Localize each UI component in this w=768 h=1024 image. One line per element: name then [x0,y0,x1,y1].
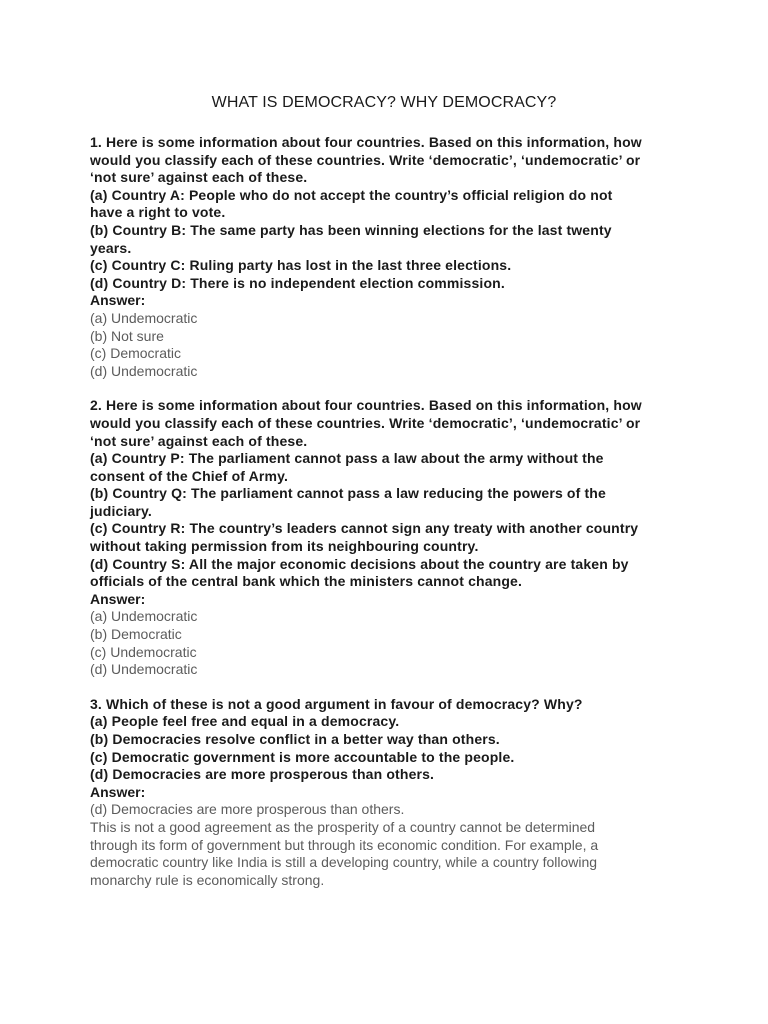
question-line: 2. Here is some information about four countries. Based on this information, how [90,397,642,414]
option-line: (b) Country B: The same party has been winning elections for the last twenty [90,221,612,238]
question-line: would you classify each of these countries. Write ‘democratic’, ‘undemocratic’ or [90,414,641,431]
answer-line: (c) Undemocratic [90,643,197,660]
option-line: have a right to vote. [90,204,226,221]
question-1 [90,134,690,380]
option-line: (d) Country S: All the major economic decisions about the country are taken by [90,555,629,572]
answer-line: (b) Democratic [90,626,182,643]
option-line: officials of the central bank which the ministers cannot change. [90,573,523,590]
option-line: (c) Country R: The country’s leaders cannot sign any treaty with another country [90,520,639,537]
answer-line: (a) Undemocratic [90,309,198,326]
question-line: would you classify each of these countries. Write ‘democratic’, ‘undemocratic’ or [90,151,641,168]
option-line: without taking permission from its neighbouring country. [90,538,479,555]
question-2 [90,397,690,679]
option-line: (d) Country D: There is no independent election commission. [90,274,505,291]
answer-explanation-line: monarchy rule is economically strong. [90,871,325,888]
option-line: (d) Democracies are more prosperous than others. [90,766,435,783]
option-line: (a) Country P: The parliament cannot pass a law about the army without the [90,450,604,467]
option-line: (c) Democratic government is more accountable to the people. [90,748,515,765]
answer-line: (c) Democratic [90,345,182,362]
answer-line: (d) Undemocratic [90,362,198,379]
answer-label: Answer: [90,590,146,607]
question-line: ‘not sure’ against each of these. [90,432,308,449]
option-line: judiciary. [90,502,152,519]
question-line: ‘not sure’ against each of these. [90,169,308,186]
answer-explanation-line: This is not a good agreement as the prosperity of a country cannot be determined [90,818,596,835]
option-line: (b) Democracies resolve conflict in a better way than others. [90,731,500,747]
answer-line: (d) Democracies are more prosperous than others. [90,801,405,818]
answer-line: (a) Undemocratic [90,608,198,625]
option-line: (a) People feel free and equal in a democracy. [90,713,400,730]
answer-label: Answer: [90,783,146,800]
answer-explanation-line: democratic country like India is still a developing country, while a country following [90,854,598,871]
option-line: (b) Country Q: The parliament cannot pass a law reducing the powers of the [90,485,606,502]
answer-label: Answer: [90,292,146,309]
question-line: 1. Here is some information about four countries. Based on this information, how [90,134,642,150]
option-line: consent of the Chief of Army. [90,467,289,484]
answer-explanation-line: through its form of government but through its economic condition. For example, a [90,836,599,853]
question-3 [90,696,690,890]
option-line: (c) Country C: Ruling party has lost in the last three elections. [90,257,512,274]
document-body [90,134,690,906]
option-line: (a) Country A: People who do not accept the country’s official religion do not [90,186,613,203]
question-line: 3. Which of these is not a good argument in favour of democracy? Why? [90,695,583,712]
answer-line: (b) Not sure [90,327,164,344]
answer-line: (d) Undemocratic [90,661,198,678]
page-title: WHAT IS DEMOCRACY? WHY DEMOCRACY? [211,94,557,111]
option-line: years. [90,239,132,256]
